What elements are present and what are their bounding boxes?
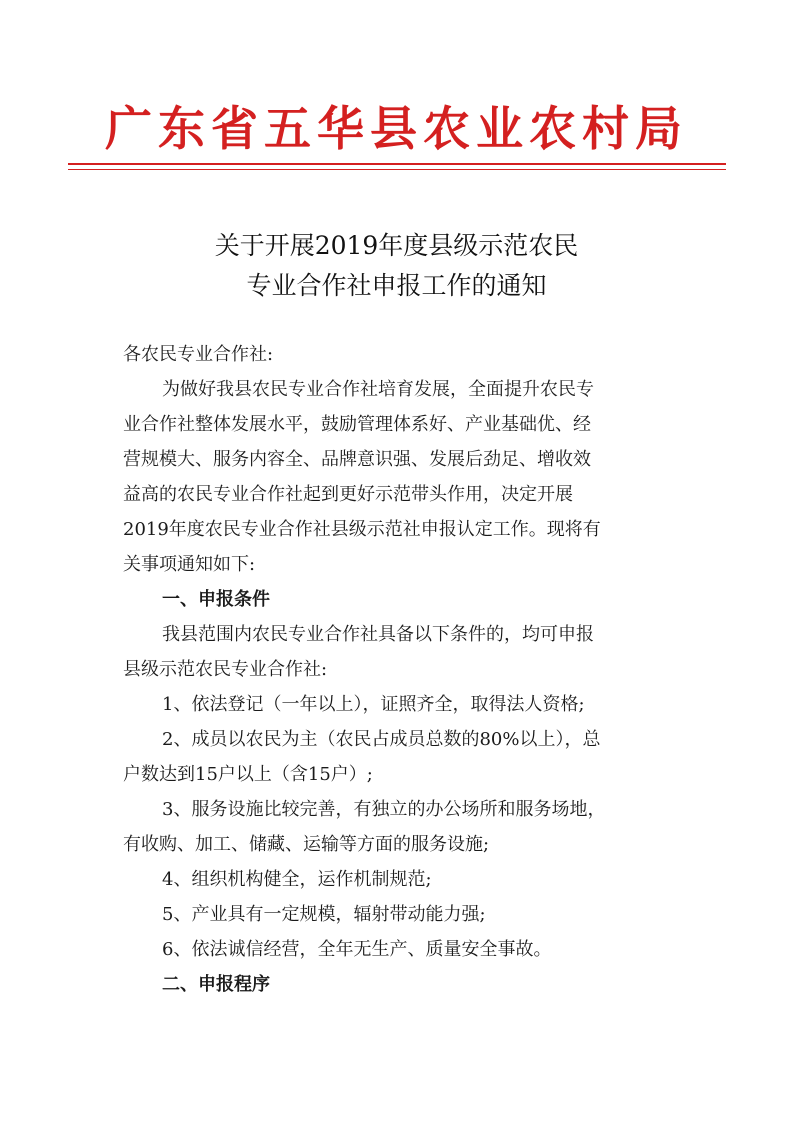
intro-line: 业合作社整体发展水平，鼓励管理体系好、产业基础优、经 [123, 414, 591, 435]
agency-letterhead: 广东省五华县农业农村局 [105, 102, 688, 157]
intro-line: 为做好我县农民专业合作社培育发展，全面提升农民专 [162, 379, 594, 400]
notice-title-line-2: 专业合作社申报工作的通知 [246, 271, 547, 300]
conditions-intro-line: 县级示范农民专业合作社: [123, 659, 328, 680]
intro-line: 关事项通知如下: [123, 554, 256, 575]
condition-item: 2、成员以农民为主（农民占成员总数的80%以上），总 [162, 729, 601, 750]
salutation: 各农民专业合作社: [123, 344, 274, 365]
condition-item-continued: 户数达到15户以上（含15户）; [123, 764, 373, 785]
letterhead-divider-thin [68, 169, 726, 170]
intro-line: 2019年度农民专业合作社县级示范社申报认定工作。现将有 [123, 519, 601, 540]
section-heading-procedure: 二、申报程序 [162, 974, 270, 995]
intro-line: 营规模大、服务内容全、品牌意识强、发展后劲足、增收效 [123, 449, 591, 470]
condition-item: 5、产业具有一定规模，辐射带动能力强; [162, 904, 486, 925]
notice-title-line-1: 关于开展2019年度县级示范农民 [214, 231, 579, 260]
condition-item: 4、组织机构健全，运作机制规范; [162, 869, 432, 890]
condition-item: 1、依法登记（一年以上），证照齐全，取得法人资格; [162, 694, 585, 715]
conditions-intro-line: 我县范围内农民专业合作社具备以下条件的，均可申报 [162, 624, 594, 645]
intro-line: 益高的农民专业合作社起到更好示范带头作用，决定开展 [123, 484, 573, 505]
section-heading-conditions: 一、申报条件 [162, 589, 270, 610]
condition-item-continued: 有收购、加工、储藏、运输等方面的服务设施; [123, 834, 490, 855]
condition-item: 3、服务设施比较完善，有独立的办公场所和服务场地， [162, 799, 606, 820]
condition-item: 6、依法诚信经营，全年无生产、质量安全事故。 [162, 939, 552, 960]
letterhead-divider-thick [68, 163, 726, 165]
